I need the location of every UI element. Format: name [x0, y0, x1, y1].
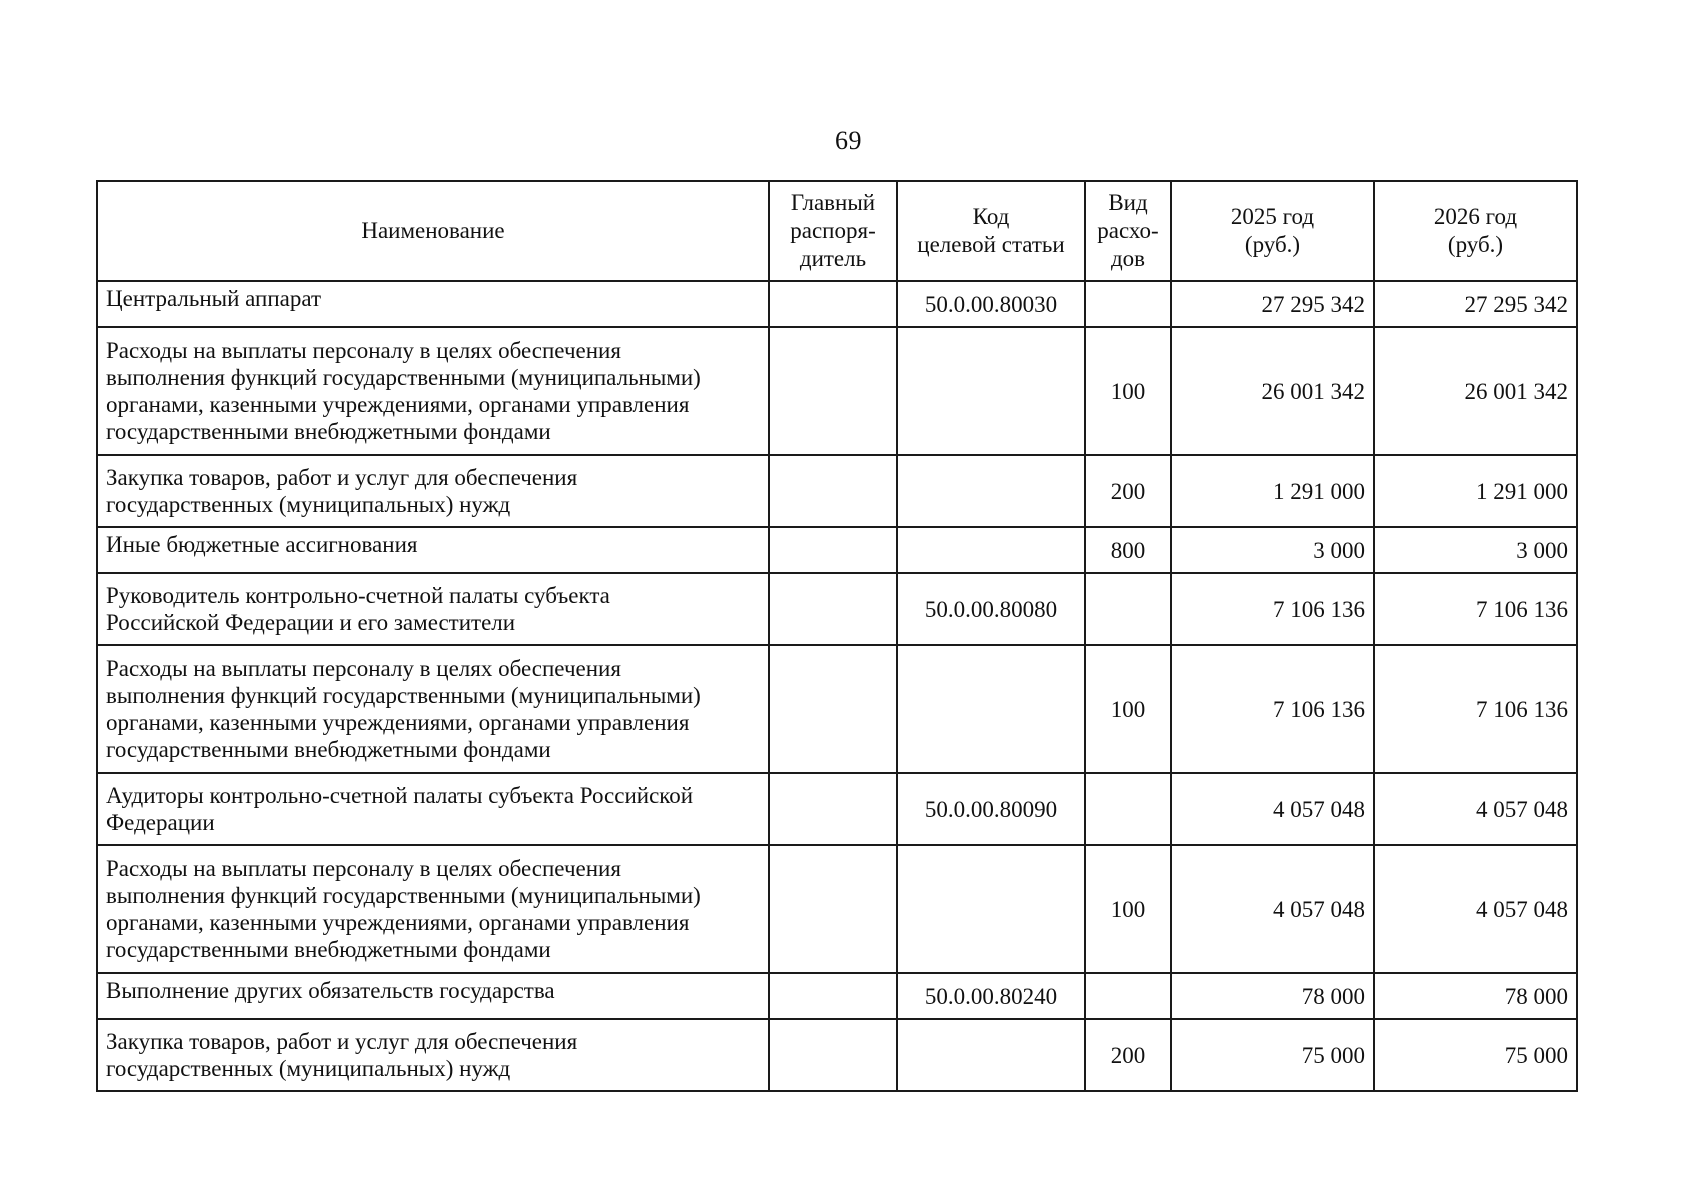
row-name-line: Расходы на выплаты персоналу в целях обеспечения [106, 338, 621, 363]
header-name-text: Наименование [361, 218, 505, 243]
row-admin [769, 281, 897, 327]
row-name-line: государственными внебюджетными фондами [106, 419, 551, 444]
row-name-line: выполнения функций государственными (муниципальными) [106, 683, 701, 708]
row-type: 800 [1085, 527, 1171, 573]
row-type [1085, 773, 1171, 845]
row-amount-2026: 3 000 [1374, 527, 1577, 573]
row-name [97, 327, 769, 455]
row-admin [769, 1019, 897, 1091]
row-admin [769, 773, 897, 845]
table-header-row [97, 181, 1577, 281]
row-name [97, 773, 769, 845]
row-name [97, 527, 769, 573]
budget-table [96, 180, 1578, 1092]
row-name-line: Иные бюджетные ассигнования [106, 532, 418, 557]
row-amount-2025: 7 106 136 [1171, 573, 1374, 645]
row-type: 100 [1085, 845, 1171, 973]
row-name-line: органами, казенными учреждениями, органами управления [106, 910, 690, 935]
table-row [97, 281, 1577, 327]
row-code [897, 845, 1085, 973]
row-type: 200 [1085, 1019, 1171, 1091]
row-amount-2025: 4 057 048 [1171, 773, 1374, 845]
row-name-line: органами, казенными учреждениями, органами управления [106, 392, 690, 417]
row-name-line: государственными внебюджетными фондами [106, 737, 551, 762]
row-name-line: Центральный аппарат [106, 286, 322, 311]
row-amount-2026: 26 001 342 [1374, 327, 1577, 455]
table-row [97, 645, 1577, 773]
row-name-line: государственных (муниципальных) нужд [106, 492, 511, 517]
row-amount-2025: 78 000 [1171, 973, 1374, 1019]
row-code [897, 327, 1085, 455]
row-admin [769, 527, 897, 573]
header-code-line: Код [972, 204, 1010, 229]
row-name [97, 455, 769, 527]
header-type [1085, 181, 1171, 281]
row-name-line: органами, казенными учреждениями, органами управления [106, 710, 690, 735]
row-name-line: Закупка товаров, работ и услуг для обеспечения [106, 1029, 578, 1054]
row-amount-2026: 7 106 136 [1374, 573, 1577, 645]
row-name-line: Федерации [106, 810, 215, 835]
row-type [1085, 281, 1171, 327]
table-row [97, 973, 1577, 1019]
row-code [897, 1019, 1085, 1091]
table-row [97, 573, 1577, 645]
row-code: 50.0.00.80030 [897, 281, 1085, 327]
row-amount-2026: 75 000 [1374, 1019, 1577, 1091]
row-code: 50.0.00.80080 [897, 573, 1085, 645]
row-name-line: Расходы на выплаты персоналу в целях обеспечения [106, 856, 621, 881]
row-amount-2025: 26 001 342 [1171, 327, 1374, 455]
header-code [897, 181, 1085, 281]
row-amount-2026: 4 057 048 [1374, 773, 1577, 845]
row-name-line: выполнения функций государственными (муниципальными) [106, 365, 701, 390]
row-name-line: Аудиторы контрольно-счетной палаты субъекта Российской [106, 783, 694, 808]
row-name [97, 1019, 769, 1091]
header-year-2026-line: 2026 год [1433, 204, 1518, 229]
row-code [897, 645, 1085, 773]
row-amount-2025: 3 000 [1171, 527, 1374, 573]
header-year-2025-line: (руб.) [1244, 232, 1301, 257]
row-amount-2026: 1 291 000 [1374, 455, 1577, 527]
table-row [97, 845, 1577, 973]
row-amount-2026: 7 106 136 [1374, 645, 1577, 773]
header-year-2026 [1374, 181, 1577, 281]
row-name [97, 973, 769, 1019]
row-name [97, 645, 769, 773]
row-amount-2025: 7 106 136 [1171, 645, 1374, 773]
row-admin [769, 573, 897, 645]
row-type [1085, 973, 1171, 1019]
row-name-line: государственных (муниципальных) нужд [106, 1056, 511, 1081]
header-admin [769, 181, 897, 281]
header-admin-line: дитель [799, 246, 867, 271]
header-code-line: целевой статьи [917, 232, 1065, 257]
table-row [97, 1019, 1577, 1091]
header-type-line: Вид [1108, 190, 1148, 215]
row-amount-2026: 4 057 048 [1374, 845, 1577, 973]
row-type: 100 [1085, 327, 1171, 455]
row-type: 100 [1085, 645, 1171, 773]
table-row [97, 773, 1577, 845]
row-amount-2026: 78 000 [1374, 973, 1577, 1019]
row-amount-2025: 4 057 048 [1171, 845, 1374, 973]
row-name-line: Выполнение других обязательств государства [106, 978, 555, 1003]
row-name-line: выполнения функций государственными (муниципальными) [106, 883, 701, 908]
header-admin-line: распоря- [790, 218, 876, 243]
page-number: 69 [835, 126, 862, 155]
row-admin [769, 455, 897, 527]
header-year-2025-line: 2025 год [1230, 204, 1315, 229]
row-amount-2025: 1 291 000 [1171, 455, 1374, 527]
row-name-line: Закупка товаров, работ и услуг для обеспечения [106, 465, 578, 490]
row-admin [769, 327, 897, 455]
row-admin [769, 645, 897, 773]
table-row [97, 327, 1577, 455]
row-amount-2025: 75 000 [1171, 1019, 1374, 1091]
header-type-line: дов [1110, 246, 1146, 271]
header-year-2026-line: (руб.) [1447, 232, 1504, 257]
row-name [97, 573, 769, 645]
row-name [97, 845, 769, 973]
row-code [897, 455, 1085, 527]
row-name-line: государственными внебюджетными фондами [106, 937, 551, 962]
header-year-2025 [1171, 181, 1374, 281]
header-name [97, 181, 769, 281]
row-code [897, 527, 1085, 573]
row-amount-2026: 27 295 342 [1374, 281, 1577, 327]
header-admin-line: Главный [790, 190, 876, 215]
header-type-line: расхо- [1097, 218, 1159, 243]
row-name-line: Российской Федерации и его заместители [106, 610, 516, 635]
table-row [97, 527, 1577, 573]
row-admin [769, 845, 897, 973]
row-name-line: Руководитель контрольно-счетной палаты субъекта [106, 583, 610, 608]
row-type: 200 [1085, 455, 1171, 527]
row-code: 50.0.00.80240 [897, 973, 1085, 1019]
row-name-line: Расходы на выплаты персоналу в целях обеспечения [106, 656, 621, 681]
table-row [97, 455, 1577, 527]
row-amount-2025: 27 295 342 [1171, 281, 1374, 327]
row-name [97, 281, 769, 327]
row-admin [769, 973, 897, 1019]
row-type [1085, 573, 1171, 645]
row-code: 50.0.00.80090 [897, 773, 1085, 845]
